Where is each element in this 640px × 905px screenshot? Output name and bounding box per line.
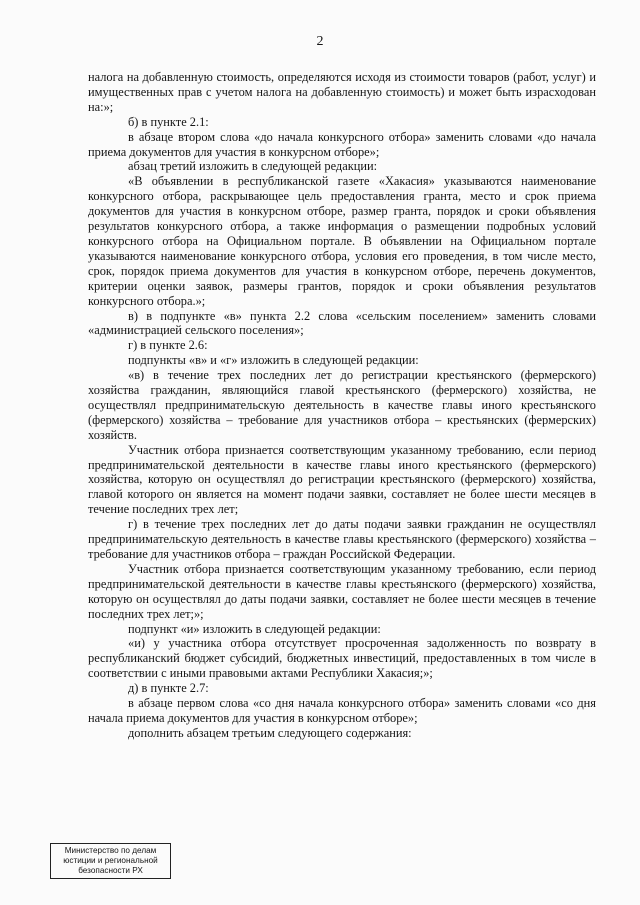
paragraph: «в) в течение трех последних лет до регистрации крестьянского (фермерского) хозяйства гражданин, являющийся главой крестьянского (фермерского) хозяйства, не осуществлял предпринимательскую деятельность в качестве главы иного крестьянского (фермерского) хозяйства – требование для участников отбора – крестьянских (фермерских) хозяйств. bbox=[88, 368, 596, 442]
page-number: 2 bbox=[316, 34, 324, 49]
paragraph: «и) у участника отбора отсутствует просроченная задолженность по возврату в республиканский бюджет субсидий, бюджетных инвестиций, предоставленных в том числе в соответствии с иными правовыми актами Республики Хакасия;»; bbox=[88, 636, 596, 681]
paragraph: Участник отбора признается соответствующим указанному требованию, если период предпринимательской деятельности в качестве главы иного крестьянского (фермерского) хозяйства, которую он осуществлял до регистрации крестьянского (фермерского) хозяйства, главой которого он является на момент подачи заявки, составляет не более шести месяцев в течение последних трех лет; bbox=[88, 442, 596, 517]
paragraph: «В объявлении в республиканской газете «Хакасия» указываются наименование конкурсного отбора, раскрывающее цель предоставления гранта, место и срок приема документов для участия в конкурсном отборе, размер гранта, порядок и сроки объявления результатов конкурсного отбора, а также информация о размещении подробных условий конкурсного отбора на Официальном портале. В объявлении на Официальном портале указываются наименование конкурсного отбора, условия его проведения, в том числе место, срок, порядок приема документов для участия в конкурсном отборе, перечень документов, критерии оценки заявок, размеры грантов, порядок и сроки объявления результатов конкурсного отбора.»; bbox=[88, 174, 596, 308]
paragraph: б) в пункте 2.1: bbox=[128, 114, 209, 129]
paragraph: подпункт «и» изложить в следующей редакции: bbox=[128, 621, 381, 636]
document-body bbox=[88, 70, 596, 741]
paragraph: абзац третий изложить в следующей редакции: bbox=[128, 159, 378, 174]
stamp-line: безопасности РХ bbox=[78, 866, 143, 875]
stamp-line: юстиции и региональной bbox=[63, 856, 158, 865]
stamp-line: Министерство по делам bbox=[64, 846, 157, 855]
paragraph: Участник отбора признается соответствующим указанному требованию, если период предпринимательской деятельности в качестве главы крестьянского (фермерского) хозяйства, которую он осуществлял до даты подачи заявки, составляет не более шести месяцев в течение последних трех лет;»; bbox=[88, 561, 596, 621]
ministry-stamp bbox=[50, 843, 171, 879]
paragraph: подпункты «в» и «г» изложить в следующей редакции: bbox=[128, 353, 419, 368]
paragraph: в абзаце первом слова «со дня начала конкурсного отбора» заменить словами «со дня начала приема документов для участия в конкурсном отборе»; bbox=[88, 696, 596, 725]
paragraph: г) в течение трех последних лет до даты подачи заявки гражданин не осуществлял предпринимательскую деятельность в качестве главы крестьянского (фермерского) хозяйства – требование для участников отбора – граждан Российской Федерации. bbox=[88, 517, 596, 561]
paragraph: в) в подпункте «в» пункта 2.2 слова «сельским поселением» заменить словами «администрацией сельского поселения»; bbox=[88, 308, 596, 338]
paragraph: г) в пункте 2.6: bbox=[128, 338, 208, 353]
paragraph: дополнить абзацем третьим следующего содержания: bbox=[128, 725, 412, 740]
paragraph: в абзаце втором слова «до начала конкурсного отбора» заменить словами «до начала приема документов для участия в конкурсном отборе»; bbox=[88, 129, 596, 159]
paragraph: д) в пункте 2.7: bbox=[128, 681, 209, 696]
paragraph: налога на добавленную стоимость, определяются исходя из стоимости товаров (работ, услуг) и имущественных прав с учетом налога на добавленную стоимость) и может быть израсходован на:»; bbox=[88, 70, 596, 114]
